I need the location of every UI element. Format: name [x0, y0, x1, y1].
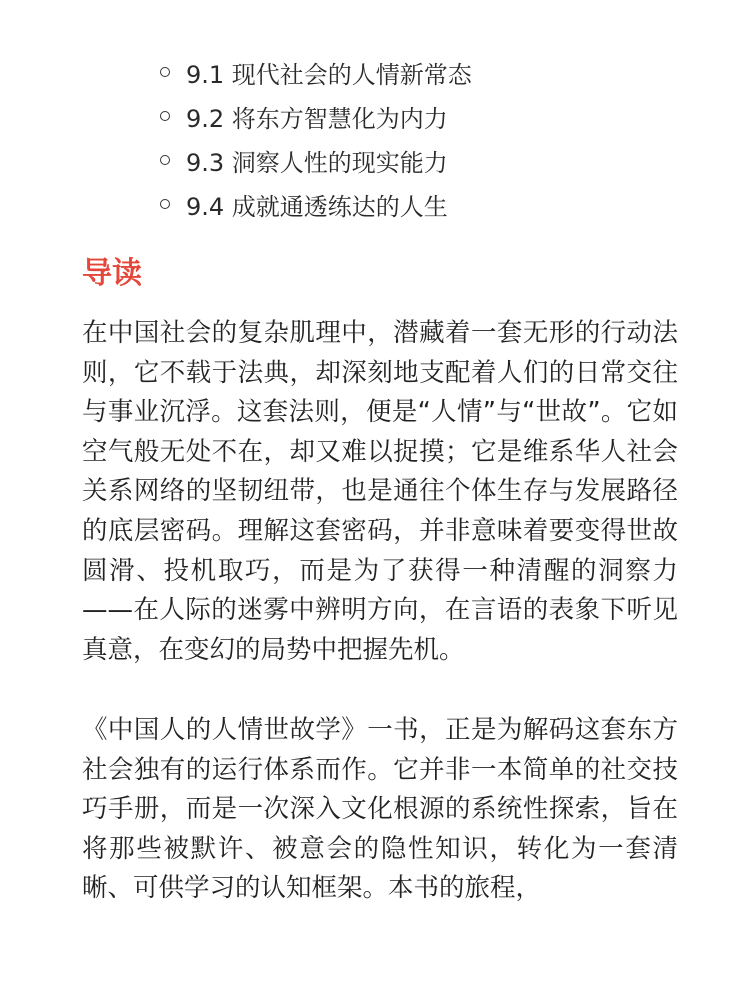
toc-item[interactable] [160, 182, 472, 226]
toc-item[interactable] [160, 50, 472, 94]
toc-item[interactable] [160, 94, 472, 138]
hollow-circle-bullet-icon [160, 67, 170, 77]
toc-item-label: 9.1 现代社会的人情新常态 [186, 60, 472, 89]
toc-list [160, 50, 472, 226]
section-heading: 导读 [82, 256, 142, 291]
toc-item-label: 9.2 将东方智慧化为内力 [186, 104, 448, 133]
toc-item[interactable] [160, 138, 472, 182]
hollow-circle-bullet-icon [160, 199, 170, 209]
hollow-circle-bullet-icon [160, 155, 170, 165]
paragraph-intro: 在中国社会的复杂肌理中，潜藏着一套无形的行动法则，它不载于法典，却深刻地支配着人们的日常交往与事业沉浮。这套法则，便是“人情”与“世故”。它如空气般无处不在，却又难以捉摸；它是维系华人社会关系网络的坚韧纽带，也是通往个体生存与发展路径的底层密码。理解这套密码，并非意味着要变得世故圆滑、投机取巧，而是为了获得一种清醒的洞察力——在人际的迷雾中辨明方向，在言语的表象下听见真意，在变幻的局势中把握先机。 [82, 318, 678, 665]
toc-item-label: 9.3 洞察人性的现实能力 [186, 148, 448, 177]
hollow-circle-bullet-icon [160, 111, 170, 121]
toc-item-label: 9.4 成就通透练达的人生 [186, 192, 448, 221]
paragraph-book-intro: 《中国人的人情世故学》一书，正是为解码这套东方社会独有的运行体系而作。它并非一本简单的社交技巧手册，而是一次深入文化根源的系统性探索，旨在将那些被默许、被意会的隐性知识，转化为一套清晰、可供学习的认知框架。本书的旅程， [82, 715, 678, 904]
